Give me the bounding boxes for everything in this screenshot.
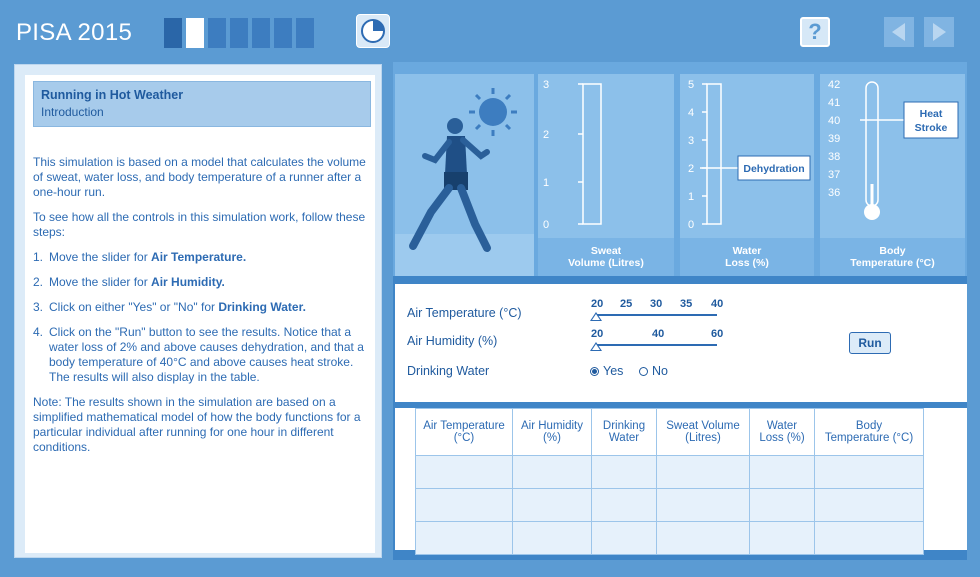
step-number: 4.	[33, 325, 44, 339]
unit-header	[33, 81, 371, 127]
step-text	[49, 275, 225, 290]
table-row[interactable]	[416, 456, 924, 489]
sun-icon	[469, 88, 517, 136]
visualization-panel	[393, 62, 967, 276]
app-title: PISA 2015	[16, 19, 133, 46]
progress-segment	[230, 18, 248, 48]
intro-paragraph: This simulation is based on a model that calculates the volume of sweat, water loss, and body temperature of a runner after a one-hour run.	[33, 155, 366, 199]
clock-icon	[357, 15, 389, 47]
progress-segment	[208, 18, 226, 48]
svg-text:2: 2	[688, 163, 695, 175]
table-row[interactable]	[416, 489, 924, 522]
header-air-temperature: Air Temperature (°C)	[416, 409, 513, 456]
svg-text:3: 3	[688, 135, 695, 147]
controls-panel	[395, 284, 967, 402]
sweat-tick: 3	[543, 79, 550, 91]
step-item	[33, 325, 369, 385]
water-loss-label	[680, 238, 814, 276]
runner-figure	[413, 118, 487, 248]
top-bar	[0, 0, 980, 60]
air-temp-tick: 40	[711, 298, 724, 310]
svg-text:40: 40	[828, 115, 841, 127]
arrow-right-icon	[924, 17, 954, 47]
results-table	[415, 408, 924, 555]
svg-text:0: 0	[688, 219, 695, 231]
step-text-bold: Drinking Water.	[218, 300, 306, 314]
progress-segment-current	[186, 18, 204, 48]
instructions-text	[33, 155, 369, 465]
header-body-temperature: Body Temperature (°C)	[815, 409, 924, 456]
sweat-tick: 2	[543, 129, 550, 141]
instructions-panel	[14, 64, 382, 558]
step-item	[33, 300, 369, 315]
svg-text:Stroke: Stroke	[914, 122, 948, 134]
step-text	[49, 250, 246, 265]
note-paragraph: Note: The results shown in the simulation are based on a simplified mathematical model of how the body functions for a particular individual after running for one hour in different conditions.	[33, 395, 361, 454]
step-number: 3.	[33, 300, 44, 314]
table-row[interactable]	[416, 522, 924, 555]
step-text	[49, 300, 306, 315]
header-drinking-water: Drinking Water	[592, 409, 657, 456]
water-yes-label: Yes	[603, 364, 624, 378]
radio-unselected-icon	[639, 367, 648, 376]
air-temp-handle[interactable]	[590, 312, 602, 321]
sweat-label-line2: Volume (Litres)	[568, 257, 644, 269]
header-sweat-volume: Sweat Volume (Litres)	[657, 409, 750, 456]
svg-text:42: 42	[828, 79, 841, 91]
svg-text:5: 5	[688, 79, 695, 91]
step-text-bold: Air Temperature.	[151, 250, 247, 264]
water-loss-column	[680, 74, 814, 238]
svg-text:36: 36	[828, 187, 841, 199]
header-water-loss: Water Loss (%)	[750, 409, 815, 456]
progress-indicator	[164, 18, 314, 48]
results-table-panel	[395, 408, 967, 550]
humidity-tick: 20	[591, 328, 604, 340]
next-button[interactable]	[924, 17, 954, 47]
step-text-bold: Air Humidity.	[151, 275, 225, 289]
instructions-lead: To see how all the controls in this simulation work, follow these steps:	[33, 210, 366, 239]
sweat-label	[538, 238, 674, 276]
timer-button[interactable]	[356, 14, 390, 48]
water-no-radio[interactable]	[639, 364, 668, 378]
svg-text:41: 41	[828, 97, 841, 109]
step-text-plain: Move the slider for	[49, 250, 152, 264]
svg-text:38: 38	[828, 151, 841, 163]
simulation-area	[393, 62, 967, 560]
air-humidity-label: Air Humidity (%)	[407, 334, 498, 348]
air-temp-track[interactable]	[595, 314, 717, 316]
humidity-tick: 40	[652, 328, 665, 340]
water-label-line1: Water	[732, 245, 762, 257]
runner-illustration	[395, 74, 534, 276]
air-temp-tick: 35	[680, 298, 693, 310]
svg-text:4: 4	[688, 107, 695, 119]
air-temp-tick: 30	[650, 298, 663, 310]
progress-segment	[164, 18, 182, 48]
steps-list	[33, 250, 369, 385]
progress-segment	[296, 18, 314, 48]
instructions-content[interactable]	[25, 75, 375, 553]
arrow-left-icon	[884, 17, 914, 47]
runner-scene	[395, 74, 534, 276]
svg-text:1: 1	[688, 191, 695, 203]
step-item	[33, 275, 369, 290]
step-text: Click on the "Run" button to see the results. Notice that a water loss of 2% and above causes dehydration, and that a body temperature of 40°C and above causes heat stroke. The results will also display in the table.	[49, 325, 364, 384]
sweat-gauge	[538, 74, 674, 238]
previous-button[interactable]	[884, 17, 914, 47]
progress-segment	[252, 18, 270, 48]
unit-subtitle: Introduction	[41, 105, 104, 119]
dehydration-marker: Dehydration	[743, 163, 805, 175]
humidity-handle[interactable]	[590, 342, 602, 351]
progress-segment	[274, 18, 292, 48]
step-number: 2.	[33, 275, 44, 289]
unit-title: Running in Hot Weather	[41, 88, 184, 102]
water-loss-gauge	[680, 74, 814, 238]
air-temp-tick: 25	[620, 298, 633, 310]
step-text-plain: Click on either "Yes" or "No" for	[49, 300, 219, 314]
step-text-plain: Move the slider for	[49, 275, 152, 289]
water-no-label: No	[652, 364, 668, 378]
water-yes-radio[interactable]	[590, 364, 623, 378]
sweat-tick: 1	[543, 177, 550, 189]
help-button[interactable]: ?	[800, 17, 830, 47]
sweat-label-line1: Sweat	[590, 245, 622, 257]
water-label-line2: Loss (%)	[725, 257, 769, 269]
svg-text:Heat: Heat	[919, 108, 943, 120]
humidity-tick: 60	[711, 328, 724, 340]
step-number: 1.	[33, 250, 44, 264]
air-temp-tick: 20	[591, 298, 604, 310]
body-temperature-label	[820, 238, 965, 276]
air-temperature-label: Air Temperature (°C)	[407, 306, 522, 320]
thermometer-icon	[820, 74, 965, 238]
temp-label-line1: Body	[879, 245, 906, 257]
header-air-humidity: Air Humidity (%)	[513, 409, 592, 456]
temp-label-line2: Temperature (°C)	[850, 257, 935, 269]
step-item	[33, 250, 369, 265]
sweat-tick: 0	[543, 219, 550, 231]
svg-text:37: 37	[828, 169, 841, 181]
body-temperature-gauge	[820, 74, 965, 238]
table-header-row	[416, 409, 924, 456]
radio-selected-icon	[590, 367, 599, 376]
run-button[interactable]: Run	[849, 332, 891, 354]
humidity-track[interactable]	[595, 344, 717, 346]
svg-text:39: 39	[828, 133, 841, 145]
sweat-cylinder	[538, 74, 674, 238]
drinking-water-label: Drinking Water	[407, 364, 490, 378]
